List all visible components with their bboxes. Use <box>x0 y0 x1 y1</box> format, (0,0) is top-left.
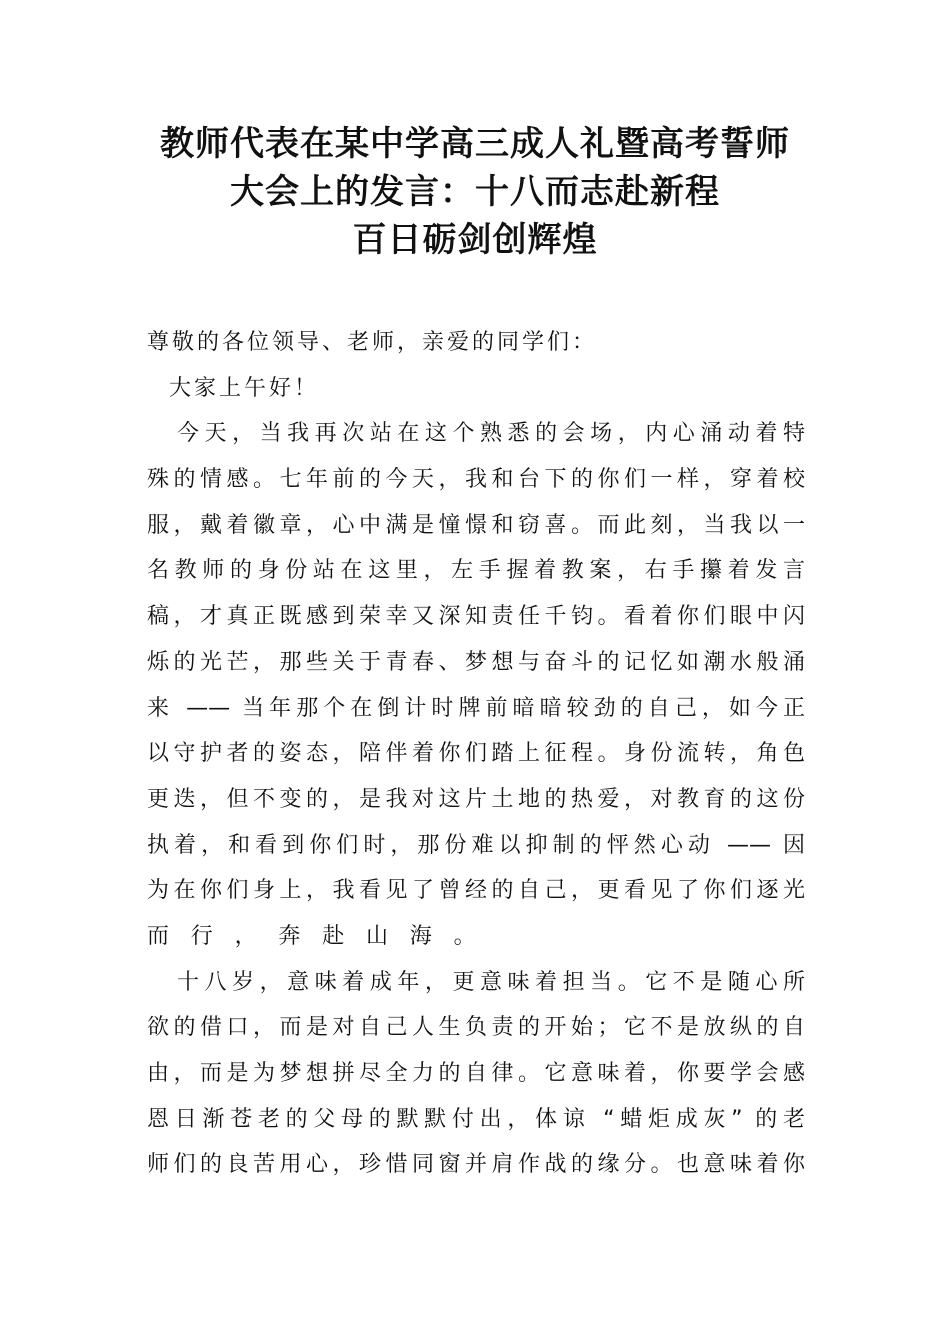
greeting: 大家上午好！ <box>169 375 320 401</box>
paragraph-line: 十八岁，意味着成年，更意味着担当。它不是随心所 <box>177 969 805 995</box>
paragraph-line: 来 —— 当年那个在倒计时牌前暗暗较劲的自己，如今正 <box>147 695 805 721</box>
paragraph-line: 殊的情感。七年前的今天，我和台下的你们一样，穿着校 <box>147 467 805 493</box>
paragraph-line: 而行，奔赴山海。 <box>147 923 498 949</box>
paragraph-line: 由，而是为梦想拼尽全力的自律。它意味着，你要学会感 <box>147 1061 805 1086</box>
paragraph-line: 欲的借口，而是对自己人生负责的开始；它不是放纵的自 <box>147 1015 805 1041</box>
title-line-3: 百日砺剑创辉煌 <box>352 220 598 260</box>
paragraph-line: 稿，才真正既感到荣幸又深知责任千钧。看着你们眼中闪 <box>147 604 805 630</box>
paragraph <box>147 960 805 1188</box>
title-line-1: 教师代表在某中学高三成人礼暨高考誓师 <box>160 124 790 164</box>
title-line-2: 大会上的发言：十八而志赴新程 <box>230 172 720 212</box>
paragraph-line: 执着，和看到你们时，那份难以抑制的怦然心动 —— 因 <box>147 832 805 858</box>
paragraph-line: 名教师的身份站在这里，左手握着教案，右手攥着发言 <box>147 558 805 584</box>
paragraph-line: 服，戴着徽章，心中满是憧憬和窃喜。而此刻，当我以一 <box>147 512 805 538</box>
document-body <box>147 320 805 1188</box>
paragraph-line: 今天，当我再次站在这个熟悉的会场，内心涌动着特 <box>177 421 805 447</box>
paragraph-line: 以守护者的姿态，陪伴着你们踏上征程。身份流转，角色 <box>147 741 805 767</box>
paragraph-line: 烁的光芒，那些关于青春、梦想与奋斗的记忆如潮水般涌 <box>147 649 805 675</box>
document-title <box>0 120 950 264</box>
paragraph-line: 师们的良苦用心，珍惜同窗并肩作战的缘分。也意味着你 <box>147 1152 805 1178</box>
paragraph-line: 恩日渐苍老的父母的默默付出，体谅 “蜡炬成灰” 的老 <box>147 1106 805 1132</box>
paragraph <box>147 411 805 959</box>
paragraph-line: 为在你们身上，我看见了曾经的自己，更看见了你们逐光 <box>147 878 805 904</box>
paragraph-line: 更迭，但不变的，是我对这片土地的热爱，对教育的这份 <box>147 786 805 812</box>
salutation: 尊敬的各位领导、老师，亲爱的同学们： <box>147 330 598 355</box>
